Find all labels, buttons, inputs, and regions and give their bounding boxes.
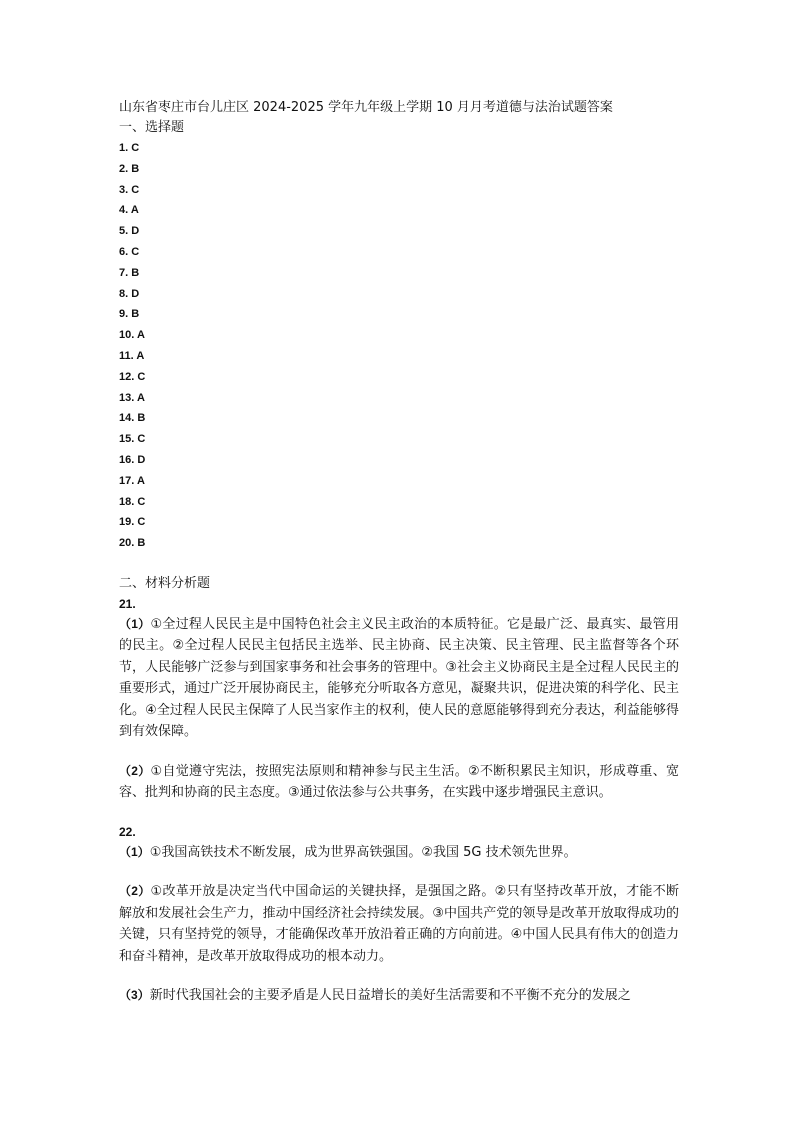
answer-item: 12. C [119,370,146,383]
answer-item: 9. B [119,308,140,321]
answer-item: 8. D [119,287,140,300]
answer-22-part-1 [119,842,679,864]
section-heading-choice: 一、选择题 [119,120,185,135]
answer-text: ①全过程人民民主是中国特色社会主义民主政治的本质特征。它是最广泛、最真实、最管用的民主。②全过程人民民主包括民主选举、民主协商、民主决策、民主管理、民主监督等各个环节，人民能够广泛参与到国家事务和社会事务的管理中。③社会主义协商民主是全过程人民民主的重要形式，通过广泛开展协商民主，能够充分听取各方意见，凝聚共识，促进决策的科学化、民主化。④全过程人民民主保障了人民当家作主的权利，使人民的意愿能够得到充分表达，利益能够得到有效保障。 [119,616,679,740]
answer-21-part-2 [119,761,679,804]
spacer [119,863,679,881]
answer-item: 4. A [119,204,139,217]
question-number-21: 21. [119,596,136,611]
answer-item: 19. C [119,516,146,529]
answer-item: 16. D [119,453,146,466]
answer-text: 新时代我国社会的主要矛盾是人民日益增长的美好生活需要和不平衡不充分的发展之 [149,988,631,1004]
answer-22-part-2 [119,881,679,967]
answer-22-part-3 [119,985,679,1007]
part-label: （2） [119,763,151,778]
answer-item: 15. C [119,433,146,446]
answer-item: 6. C [119,245,140,258]
question-number-22: 22. [119,824,136,839]
answer-item: 14. B [119,412,146,425]
part-label: （3） [119,988,150,1003]
answer-text: ①自觉遵守宪法，按照宪法原则和精神参与民主生活。②不断积累民主知识，形成尊重、宽容、批判和协商的民主态度。③通过依法参与公共事务，在实践中逐步增强民主意识。 [119,763,679,801]
answer-item: 2. B [119,162,140,175]
answer-text: ①改革开放是决定当代中国命运的关键抉择，是强国之路。②只有坚持改革开放，才能不断解放和发展社会生产力，推动中国经济社会持续发展。③中国共产党的领导是改革开放取得成功的关键，只有坚持党的领导，才能确保改革开放沿着正确的方向前进。④中国人民具有伟大的创造力和奋斗精神，是改革开放取得成功的根本动力。 [119,884,679,964]
answer-item: 18. C [119,495,146,508]
answer-21-part-1 [119,614,679,743]
answer-item: 11. A [119,349,145,362]
answer-item: 5. D [119,225,140,238]
answer-sheet [119,98,679,1007]
answer-item: 7. B [119,266,140,279]
document-title: 山东省枣庄市台儿庄区 2024-2025 学年九年级上学期 10 月月考道德与法治试题答案 [119,100,613,115]
spacer [119,554,679,574]
answer-item: 13. A [119,391,145,404]
section-heading-analysis: 二、材料分析题 [119,575,211,591]
spacer [119,743,679,761]
part-label: （1） [119,616,151,631]
spacer [119,804,679,822]
answer-item: 3. C [119,183,140,196]
part-label: （2） [119,884,151,899]
spacer [119,967,679,985]
answer-item: 20. B [119,537,146,550]
answer-item: 10. A [119,329,145,342]
answer-item: 1. C [119,142,140,154]
part-label: （1） [119,844,150,859]
answer-list [119,138,679,554]
answer-item: 17. A [119,474,145,487]
answer-text: ①我国高铁技术不断发展，成为世界高铁强国。②我国 5G 技术领先世界。 [149,844,577,860]
